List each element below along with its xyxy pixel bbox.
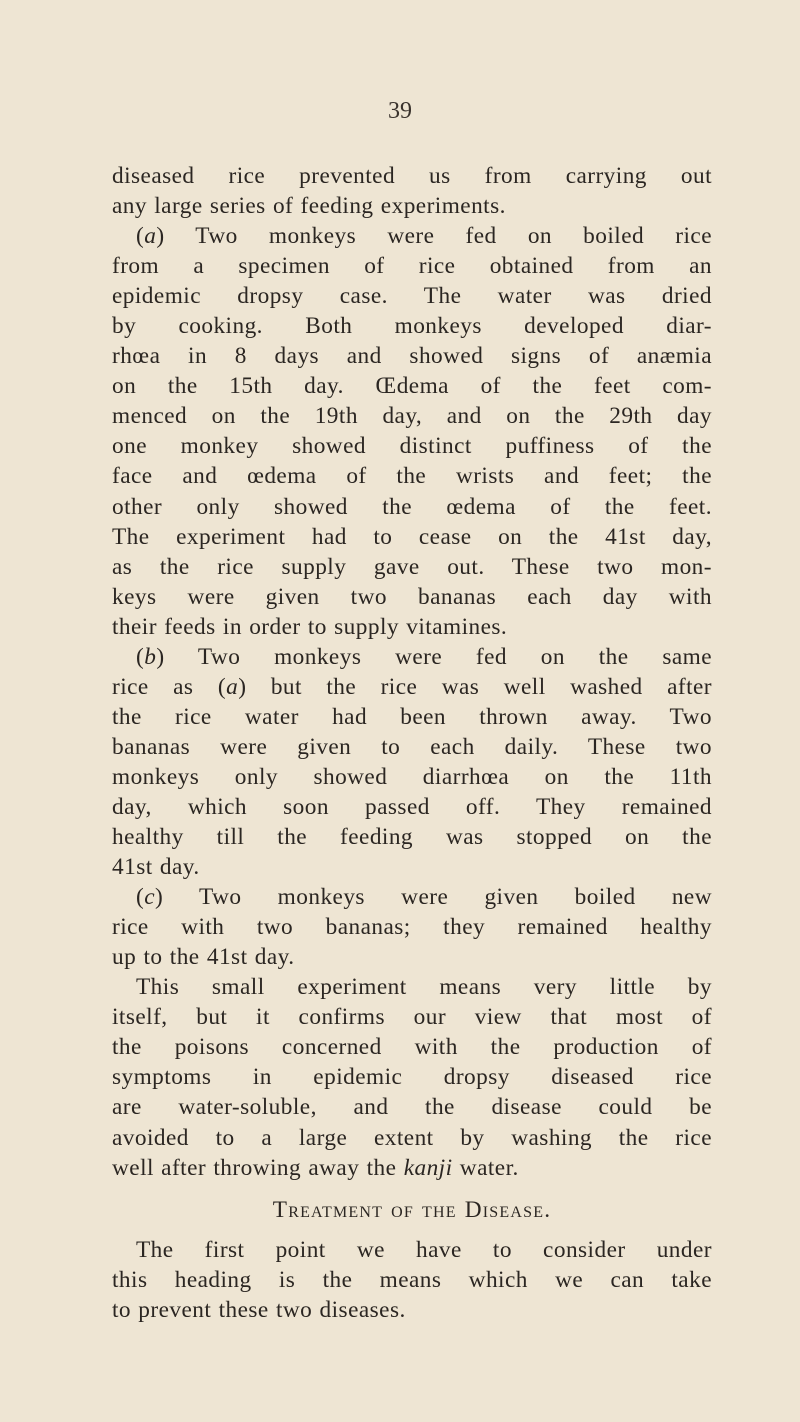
text-line bbox=[112, 1092, 712, 1122]
text-line bbox=[112, 341, 712, 371]
text-run: to prevent these two diseases. bbox=[112, 1296, 406, 1323]
paragraph bbox=[112, 1235, 712, 1325]
text-run: symptoms in epidemic dropsy diseased rice bbox=[112, 1064, 712, 1091]
text-line bbox=[112, 492, 712, 522]
text-line bbox=[112, 401, 712, 431]
text-run: as the rice supply gave out. These two mon- bbox=[112, 553, 712, 580]
text-run: ( bbox=[136, 884, 145, 911]
text-run: on the 15th day. Œdema of the feet com- bbox=[112, 373, 712, 400]
text-line bbox=[112, 942, 712, 972]
text-line bbox=[112, 1235, 712, 1265]
text-run: This small experiment means very little by bbox=[136, 974, 712, 1001]
text-run: bananas were given to each daily. These two bbox=[112, 733, 712, 760]
text-line bbox=[112, 281, 712, 311]
text-line bbox=[112, 311, 712, 341]
text-run: itself, but it confirms our view that most of bbox=[112, 1004, 712, 1031]
text-run: rice as ( bbox=[112, 673, 227, 700]
text-run: keys were given two bananas each day with bbox=[112, 583, 712, 610]
text-line bbox=[112, 522, 712, 552]
text-run: their feeds in order to supply vitamines. bbox=[112, 613, 508, 640]
text-line bbox=[112, 582, 712, 612]
text-line bbox=[112, 702, 712, 732]
text-run: avoided to a large extent by washing the rice bbox=[112, 1124, 712, 1151]
text-line bbox=[112, 1062, 712, 1092]
text-run: ( bbox=[136, 223, 145, 250]
text-line bbox=[112, 762, 712, 792]
text-run: day, which soon passed off. They remained bbox=[112, 793, 712, 820]
text-line bbox=[112, 852, 712, 882]
text-run: are water-soluble, and the disease could be bbox=[112, 1094, 712, 1121]
text-line bbox=[112, 1032, 712, 1062]
text-run: ) Two monkeys were fed on boiled rice bbox=[156, 223, 712, 250]
text-run: ) Two monkeys were fed on the same bbox=[156, 643, 712, 670]
page-number: 39 bbox=[388, 98, 412, 124]
text-line bbox=[112, 431, 712, 461]
text-line bbox=[112, 552, 712, 582]
paragraph bbox=[112, 161, 712, 221]
text-line bbox=[112, 732, 712, 762]
text-run: water. bbox=[452, 1154, 519, 1181]
text-run: healthy till the feeding was stopped on the bbox=[112, 824, 712, 851]
text-run: well after throwing away the bbox=[112, 1154, 404, 1181]
text-run: ( bbox=[136, 643, 145, 670]
text-run: up to the 41st day. bbox=[112, 944, 295, 971]
paragraph bbox=[112, 221, 712, 642]
text-run: other only showed the œdema of the feet. bbox=[112, 493, 712, 520]
text-run: this heading is the means which we can take bbox=[112, 1266, 712, 1293]
text-line bbox=[112, 672, 712, 702]
text-run: epidemic dropsy case. The water was dried bbox=[112, 283, 712, 310]
text-line bbox=[112, 882, 712, 912]
text-line bbox=[112, 822, 712, 852]
text-run: from a specimen of rice obtained from an bbox=[112, 253, 712, 280]
text-line bbox=[112, 221, 712, 251]
text-run: diseased rice prevented us from carrying out bbox=[112, 163, 712, 189]
italic-text: a bbox=[226, 673, 239, 700]
body-text bbox=[112, 161, 712, 1325]
text-line bbox=[112, 191, 712, 221]
text-run: menced on the 19th day, and on the 29th day bbox=[112, 403, 712, 430]
text-line bbox=[112, 1295, 712, 1325]
section-heading: Treatment of the Disease. bbox=[272, 1196, 552, 1223]
text-line bbox=[112, 972, 712, 1002]
text-line bbox=[112, 371, 712, 401]
paragraph bbox=[112, 642, 712, 882]
text-run: ) but the rice was well washed after bbox=[238, 673, 712, 700]
text-run: any large series of feeding experiments. bbox=[112, 193, 506, 220]
text-line bbox=[112, 642, 712, 672]
text-line bbox=[112, 461, 712, 491]
text-run: rice with two bananas; they remained healthy bbox=[112, 914, 712, 941]
text-line bbox=[112, 251, 712, 281]
text-line bbox=[112, 912, 712, 942]
text-run: the poisons concerned with the production of bbox=[112, 1034, 712, 1061]
paragraph bbox=[112, 972, 712, 1182]
text-run: face and œdema of the wrists and feet; the bbox=[112, 463, 712, 490]
italic-text: c bbox=[144, 884, 156, 911]
text-run: 41st day. bbox=[112, 854, 200, 881]
text-line bbox=[112, 1002, 712, 1032]
text-line bbox=[112, 792, 712, 822]
text-run: the rice water had been thrown away. Two bbox=[112, 703, 712, 730]
text-line bbox=[112, 1123, 712, 1153]
text-run: rhœa in 8 days and showed signs of anæmia bbox=[112, 343, 712, 370]
text-run: by cooking. Both monkeys developed diar- bbox=[112, 313, 712, 340]
text-line bbox=[112, 161, 712, 191]
italic-text: b bbox=[144, 643, 157, 670]
text-run: one monkey showed distinct puffiness of the bbox=[112, 433, 712, 460]
text-line bbox=[112, 1153, 712, 1183]
italic-text: a bbox=[144, 223, 157, 250]
text-line bbox=[112, 1265, 712, 1295]
paragraph bbox=[112, 882, 712, 972]
text-line bbox=[112, 612, 712, 642]
text-run: The first point we have to consider under bbox=[136, 1236, 712, 1263]
text-run: The experiment had to cease on the 41st day, bbox=[112, 523, 712, 550]
text-run: ) Two monkeys were given boiled new bbox=[155, 884, 712, 911]
italic-text: kanji bbox=[403, 1154, 453, 1181]
text-run: monkeys only showed diarrhœa on the 11th bbox=[112, 763, 712, 790]
